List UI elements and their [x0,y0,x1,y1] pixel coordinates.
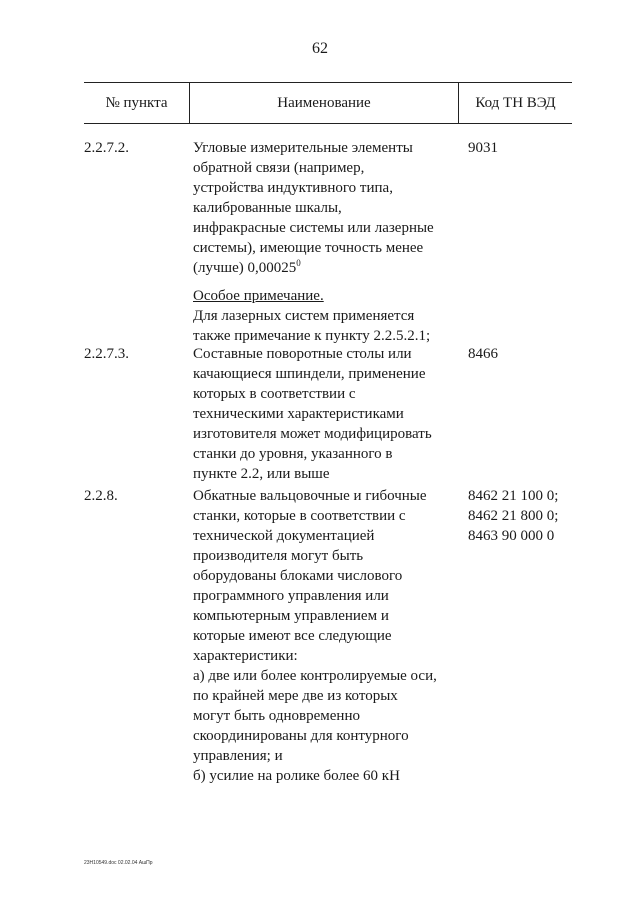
text-line: могут быть одновременно [193,708,360,724]
text-line: оборудованы блоками числового [193,568,403,584]
text-line: Угловые измерительные элементы [193,140,413,156]
special-note-title: Особое примечание. [193,288,324,304]
note-line: Для лазерных систем применяется [193,308,415,324]
text-line: устройства индуктивного типа, [193,180,393,196]
page-number: 62 [312,40,328,57]
text-line: по крайней мере две из которых [193,688,398,704]
header-item-number: № пункта [105,95,168,111]
table-header [84,82,572,124]
text-line: которых в соответствии с [193,386,356,402]
degree-superscript: 0 [296,258,301,268]
text-line: компьютерным управлением и [193,608,389,624]
code-line: 9031 [468,140,498,156]
text-line: калиброванные шкалы, [193,200,342,216]
item-name [193,486,463,786]
code-line: 8462 21 100 0; [468,488,559,504]
text-line: скоординированы для контурного [193,728,409,744]
text-line: производителя могут быть [193,548,364,564]
item-number: 2.2.7.2. [84,140,129,156]
text-line: станки до уровня, указанного в [193,446,393,462]
text-line: изготовителя может модифицировать [193,426,432,442]
text-line: техническими характеристиками [193,406,404,422]
text-line: технической документацией [193,528,375,544]
code-line: 8462 21 800 0; [468,508,559,524]
document-footer: 23Н10549.doc 02.02.04 АшПр [84,860,153,866]
item-name [193,138,463,346]
text-line: а) две или более контролируемые оси, [193,668,437,684]
text-line: программного управления или [193,588,389,604]
item-code [468,486,588,546]
text-line: системы), имеющие точность менее [193,240,424,256]
item-code [468,344,588,364]
note-line: также примечание к пункту 2.2.5.2.1; [193,328,431,344]
text-line: качающиеся шпиндели, применение [193,366,426,382]
header-tnved-code: Код ТН ВЭД [475,95,556,111]
text-line: управления; и [193,748,283,764]
text-line: пункте 2.2, или выше [193,466,330,482]
text-line: Составные поворотные столы или [193,346,412,362]
text-line: станки, которые в соответствии с [193,508,406,524]
text-line: характеристики: [193,648,298,664]
text-line-part: (лучше) 0,00025 [193,260,297,276]
item-name [193,344,463,484]
text-line: Обкатные вальцовочные и гибочные [193,488,427,504]
text-line: б) усилие на ролике более 60 кН [193,768,400,784]
text-line [193,258,463,278]
text-line: которые имеют все следующие [193,628,392,644]
item-code [468,138,588,158]
header-name: Наименование [277,95,371,111]
text-line: инфракрасные системы или лазерные [193,220,434,236]
item-number: 2.2.7.3. [84,346,129,362]
text-line: обратной связи (например, [193,160,365,176]
item-number: 2.2.8. [84,488,118,504]
code-line: 8463 90 000 0 [468,528,555,544]
code-line: 8466 [468,346,498,362]
